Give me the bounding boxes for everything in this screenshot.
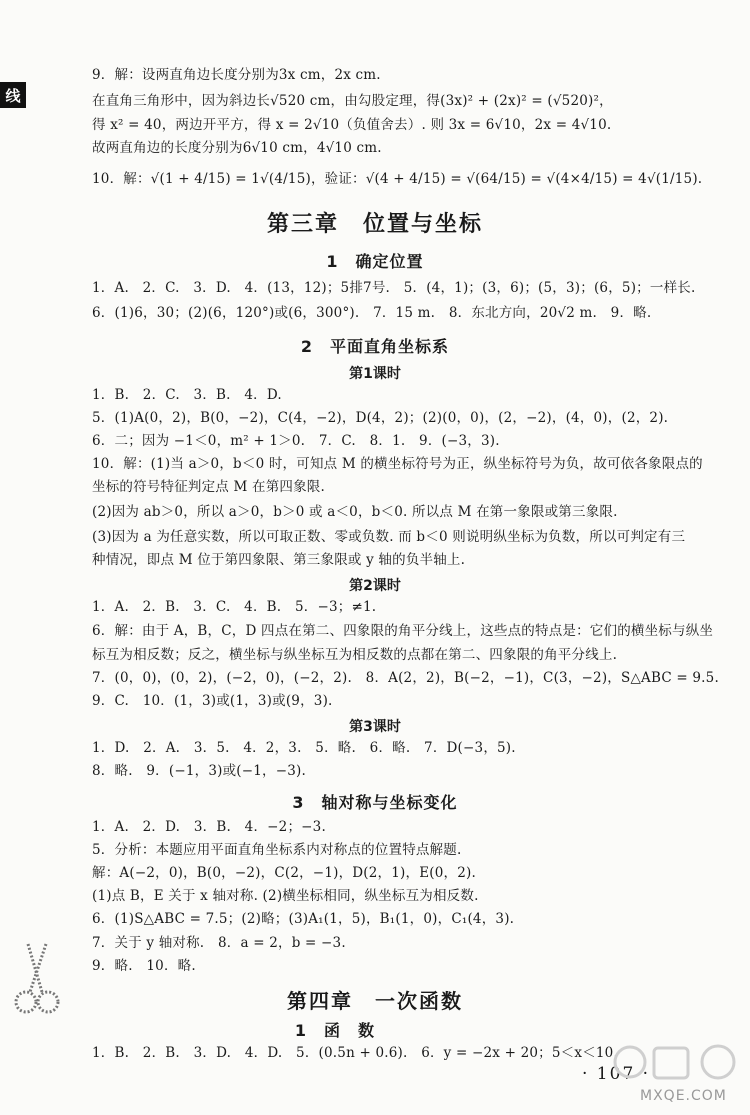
answer-line: (2)因为 ab＞0，所以 a＞0，b＞0 或 a＜0，b＜0. 所以点 M 在第一象限或第三象限. (92, 504, 618, 520)
answer-line: 1．A. 2．B. 3．C. 4．B. 5．−3；≠1. (92, 599, 377, 615)
answer-line: 8．略. 9．(−1，3)或(−1，−3). (92, 763, 307, 779)
answer-line: 1．A. 2．D. 3．B. 4．−2；−3. (92, 819, 326, 835)
answer-line: 7．关于 y 轴对称. 8．a = 2，b = −3. (92, 935, 346, 951)
answer-line: 9．解：设两直角边长度分别为3x cm，2x cm. (92, 67, 381, 83)
answer-line: 6．(1)S△ABC = 7.5；(2)略；(3)A₁(1，5)，B₁(1，0)，C₁(4，3). (92, 911, 515, 927)
answer-line: (1)点 B，E 关于 x 轴对称. (2)横坐标相同，纵坐标互为相反数. (92, 888, 479, 904)
answer-line: 6．二；因为 −1＜0，m² + 1＞0. 7．C. 8．1. 9．(−3，3). (92, 433, 500, 449)
section-title: 1 确定位置 (326, 252, 424, 271)
section-title: 3 轴对称与坐标变化 (292, 793, 458, 812)
answer-line: 1．B. 2．B. 3．D. 4．D. 5．(0.5n + 0.6). 6．y = −2x + 20；5＜x＜10. (92, 1045, 618, 1061)
answer-line: 7．(0，0)，(0，2)，(−2，0)，(−2，2). 8．A(2，2)，B(−2，−1)，C(3，−2)，S△ABC = 9.5. (92, 670, 719, 686)
answer-line: 6．(1)6，30；(2)(6，120°)或(6，300°). 7．15 m. 8．东北方向，20√2 m. 9．略. (92, 305, 652, 321)
answer-line: 6．解：由于 A，B，C，D 四点在第二、四象限的角平分线上，这些点的特点是：它们的横坐标与纵坐 (92, 623, 714, 639)
lesson-title: 第3课时 (349, 719, 401, 735)
answer-line: 坐标的符号特征判定点 M 在第四象限. (92, 479, 325, 495)
chapter-title: 第三章 位置与坐标 (266, 212, 483, 237)
scissors-icon (6, 940, 66, 1020)
answer-line: 10．解：√(1 + 4/15) = 1√(4/15)，验证：√(4 + 4/15) = √(64/15) = √(4×4/15) = 4√(1/15). (92, 171, 703, 187)
answer-line: 9．C. 10．(1，3)或(1，3)或(9，3). (92, 693, 333, 709)
answer-line: 得 x² = 40，两边开平方，得 x = 2√10（负值舍去）. 则 3x = 6√10，2x = 4√10. (92, 117, 612, 133)
lesson-title: 第1课时 (349, 366, 401, 382)
answer-line: 9．略. 10．略. (92, 958, 196, 974)
answer-line: 5．(1)A(0，2)，B(0，−2)，C(4，−2)，D(4，2)；(2)(0，0)，(2，−2)，(4，0)，(2，2). (92, 410, 669, 426)
answer-line: 1．A. 2．C. 3．D. 4．(13，12)；5排7号. 5．(4，1)；(3，6)；(5，3)；(6，5)；一样长. (92, 280, 696, 296)
answer-line: 10．解：(1)当 a＞0，b＜0 时，可知点 M 的横坐标符号为正，纵坐标符号为负，故可依各象限点的 (92, 456, 703, 472)
answer-line: 故两直角边的长度分别为6√10 cm，4√10 cm. (92, 140, 382, 156)
answer-line: (3)因为 a 为任意实数，所以可取正数、零或负数. 而 b＜0 则说明纵坐标为负数，所以可判定有三 (92, 529, 686, 545)
answer-line: 解：A(−2，0)，B(0，−2)，C(2，−1)，D(2，1)，E(0，2). (92, 865, 476, 881)
watermark-text: MXQE.COM (640, 1088, 727, 1104)
page-number: · 107 · (582, 1064, 651, 1084)
section-title: 2 平面直角坐标系 (300, 337, 450, 356)
answer-line: 1．D. 2．A. 3．5. 4．2，3. 5．略. 6．略. 7．D(−3，5). (92, 740, 516, 756)
answer-line: 在直角三角形中，因为斜边长√520 cm，由勾股定理，得(3x)² + (2x)² = (√520)²， (92, 93, 613, 109)
section-title: 1 函 数 (294, 1021, 376, 1040)
margin-cut-line-tab: 线 (0, 82, 26, 108)
answer-line: 种情况，即点 M 位于第四象限、第三象限或 y 轴的负半轴上. (92, 552, 466, 568)
answer-line: 标互为相反数；反之，横坐标与纵坐标互为相反数的点都在第二、四象限的角平分线上. (92, 647, 618, 663)
chapter-title: 第四章 一次函数 (287, 989, 463, 1013)
lesson-title: 第2课时 (349, 578, 401, 594)
answer-line: 5．分析：本题应用平面直角坐标系内对称点的位置特点解题. (92, 842, 462, 858)
answer-line: 1．B. 2．C. 3．B. 4．D. (92, 387, 282, 403)
